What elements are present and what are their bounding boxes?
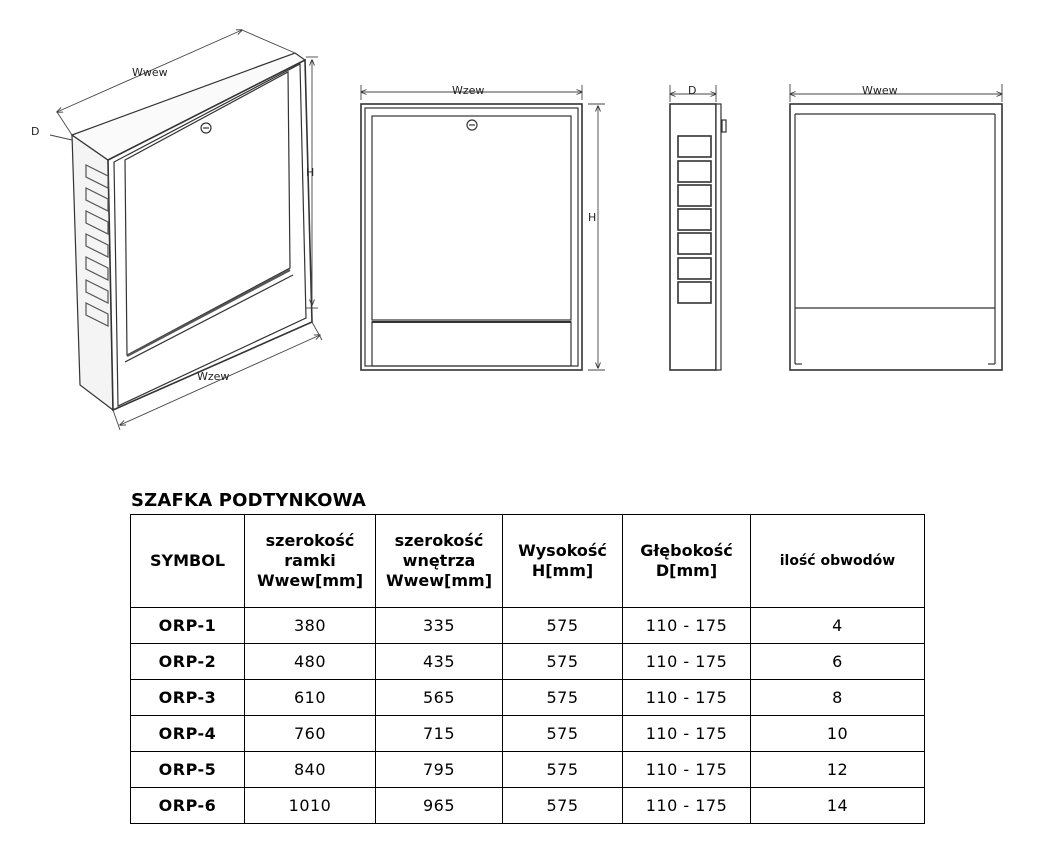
cell-circuits: 8 [751, 680, 925, 716]
table-row [131, 680, 925, 716]
iso-label-wwew: Wwew [132, 66, 168, 79]
cell-symbol: ORP-2 [131, 644, 245, 680]
table-title: SZAFKA PODTYNKOWA [131, 490, 367, 511]
cell-circuits: 14 [751, 788, 925, 824]
header-circuits: ilość obwodów [751, 515, 925, 608]
cell-inner-width: 335 [376, 608, 503, 644]
cell-inner-width: 715 [376, 716, 503, 752]
isometric-view [72, 53, 315, 410]
header-symbol: SYMBOL [131, 515, 245, 608]
header-frame-width: szerokość ramki Wwew[mm] [245, 515, 376, 608]
cell-symbol: ORP-5 [131, 752, 245, 788]
table-row [131, 608, 925, 644]
header-inner-width: szerokość wnętrza Wwew[mm] [376, 515, 503, 608]
cell-circuits: 4 [751, 608, 925, 644]
table-row [131, 644, 925, 680]
cell-height: 575 [503, 644, 623, 680]
cell-frame-width: 760 [245, 716, 376, 752]
cell-symbol: ORP-6 [131, 788, 245, 824]
cell-depth: 110 - 175 [623, 608, 751, 644]
cell-depth: 110 - 175 [623, 716, 751, 752]
cell-depth: 110 - 175 [623, 644, 751, 680]
cell-depth: 110 - 175 [623, 680, 751, 716]
cell-height: 575 [503, 680, 623, 716]
cell-height: 575 [503, 752, 623, 788]
cell-symbol: ORP-1 [131, 608, 245, 644]
interior-label-wwew: Wwew [862, 84, 898, 97]
cell-height: 575 [503, 608, 623, 644]
table-row [131, 752, 925, 788]
iso-label-d: D [31, 125, 40, 138]
cell-symbol: ORP-3 [131, 680, 245, 716]
spec-table [130, 514, 925, 824]
table-row [131, 716, 925, 752]
cell-inner-width: 965 [376, 788, 503, 824]
cell-inner-width: 795 [376, 752, 503, 788]
cell-height: 575 [503, 716, 623, 752]
front-label-h: H [588, 211, 597, 224]
table-header-row [131, 515, 925, 608]
cell-frame-width: 610 [245, 680, 376, 716]
header-depth: Głębokość D[mm] [623, 515, 751, 608]
cell-frame-width: 380 [245, 608, 376, 644]
side-view [670, 104, 726, 370]
cell-circuits: 6 [751, 644, 925, 680]
cell-depth: 110 - 175 [623, 752, 751, 788]
cell-inner-width: 435 [376, 644, 503, 680]
interior-view [790, 104, 1002, 370]
cell-symbol: ORP-4 [131, 716, 245, 752]
cell-height: 575 [503, 788, 623, 824]
header-height: Wysokość H[mm] [503, 515, 623, 608]
cell-frame-width: 480 [245, 644, 376, 680]
front-view [361, 104, 582, 370]
table-row [131, 788, 925, 824]
cell-frame-width: 1010 [245, 788, 376, 824]
cell-circuits: 12 [751, 752, 925, 788]
front-label-wzew: Wzew [452, 84, 485, 97]
cell-depth: 110 - 175 [623, 788, 751, 824]
iso-label-wzew: Wzew [197, 370, 230, 383]
cell-inner-width: 565 [376, 680, 503, 716]
side-label-d: D [688, 84, 697, 97]
cell-frame-width: 840 [245, 752, 376, 788]
cell-circuits: 10 [751, 716, 925, 752]
iso-label-h: H [306, 166, 315, 179]
